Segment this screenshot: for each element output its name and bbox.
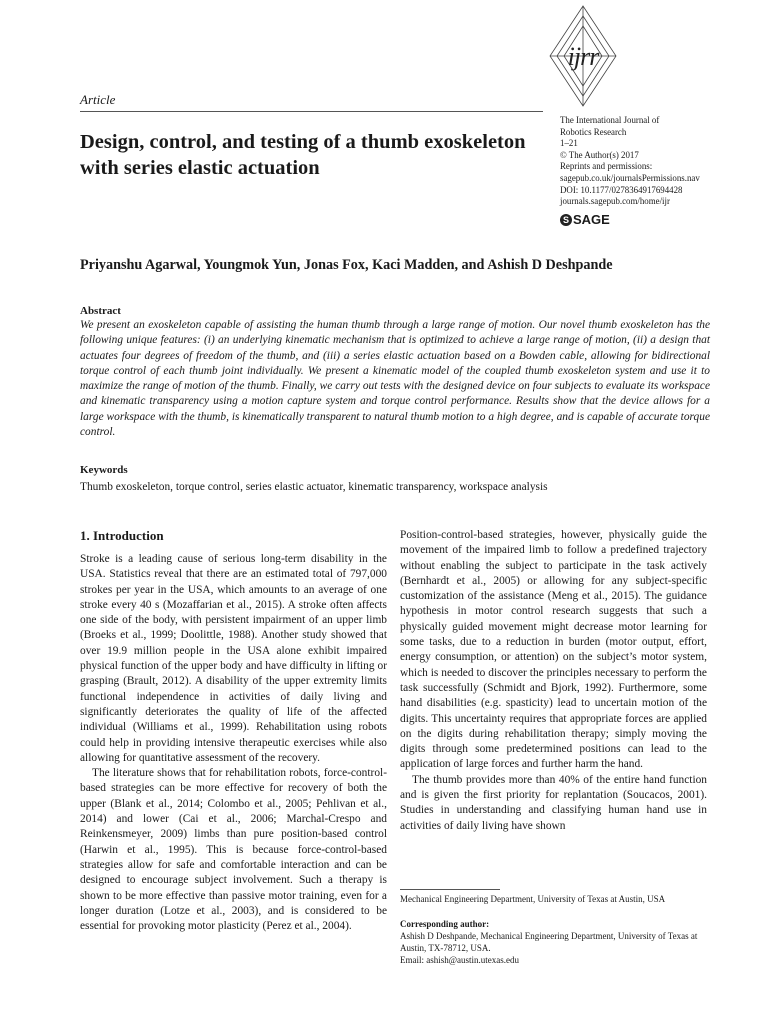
journal-logo [548, 4, 618, 108]
journal-info-line: Robotics Research [560, 126, 627, 137]
corresponding-author [400, 918, 710, 966]
corresponding-email: Email: ashish@austin.utexas.edu [400, 955, 520, 965]
logo-text: ijrr [567, 42, 599, 71]
article-label: Article [80, 92, 116, 107]
body-paragraph: The thumb provides more than 40% of the entire hand function and is given the first priority for replantation (Soucacos, 2001). Studies in understanding and classifying human hand use in activities of daily living have shown [400, 773, 707, 832]
journal-info-line: 1–21 [560, 138, 578, 149]
section-heading: 1. Introduction [80, 528, 164, 543]
body-paragraph: The literature shows that for rehabilitation robots, force-control-based strategies can be more effective for recovery of both the upper (Blank et al., 2014; Colombo et al., 2005; Pehlivan et al., 2014) and lower (Cai et al., 2006; Marchal-Crespo and Reinkensmeyer, 2009) limbs than pure position-based control (Harwin et al., 1995). This is because force-control-based strategies allow for safe and comfortable interaction and can be designed to encourage subject involvement. Such a therapy is shown to be more effective than passive motor training, even for a longer duration (Lotze et al., 2003), and is considered to be essential for provoking motor plasticity (Perez et al., 2004). [80, 767, 387, 933]
corresponding-details: Ashish D Deshpande, Mechanical Engineering Department, University of Texas at Austin, TX-78712, USA. [400, 931, 698, 953]
body-paragraph: Stroke is a leading cause of serious long-term disability in the USA. Statistics reveal that there are an estimated total of 797,000 strokes per year in the USA, which amounts to an average of one stroke every 40 s (Mozaffarian et al., 2015). A stroke often affects one side of the body, with persistent impairment of an upper limb (Broeks et al., 1999; Doolittle, 1988). Another study showed that over 19.9 million people in the USA alone exhibit impaired physical function of the upper body and have difficulty in lifting or grasping (Brault, 2012). A disability of the upper extremity limits functional independence in activities of daily living and significantly deteriorates the quality of life of the affected individual (Williams et al., 1999). Rehabilitation using robots could help in providing intensive therapeutic exercises while also allowing for quantitative assessment of the recovery. [80, 553, 387, 764]
journal-info [560, 115, 720, 208]
journal-info-line: Reprints and permissions: [560, 161, 653, 172]
journal-info-line: journals.sagepub.com/home/ijr [560, 196, 670, 207]
journal-info-line: © The Author(s) 2017 [560, 149, 639, 160]
publisher-logo [560, 212, 610, 227]
right-column [400, 528, 707, 834]
footnote-rule [400, 889, 500, 890]
abstract-heading: Abstract [80, 305, 121, 317]
journal-info-line: sagepub.co.uk/journalsPermissions.nav [560, 172, 700, 183]
sage-logo-icon: S [560, 214, 572, 226]
author-list: Priyanshu Agarwal, Youngmok Yun, Jonas Fox, Kaci Madden, and Ashish D Deshpande [80, 257, 613, 273]
body-paragraph: Position-control-based strategies, however, physically guide the movement of the impaired limb to follow a predefined trajectory without enabling the subject to participate in the task actively (Bernhardt et al., 2005) or allowing for any subject-specific customization of the assistance (Meng et al., 2015). The guidance hypothesis in motor control research suggests that such a physically guided movement might decrease motor learning for some tasks, due to a reduction in burden (motor output, effort, energy consumption, or attention) on the subject’s motor system, which is needed to discover the principles necessary to perform the task successfully (Schmidt and Bjork, 1992). Furthermore, some hand disabilities (e.g. spasticity) lead to uncertain motion of the digits. This uncertainty requires that appropriate forces are applied on the digits during rehabilitation therapy; simply moving the digits through some predetermined positions can lead to the application of large forces and further harm the hand. [400, 529, 707, 771]
affiliation: Mechanical Engineering Department, University of Texas at Austin, USA [400, 894, 666, 904]
journal-info-line: The International Journal of [560, 115, 660, 125]
paper-title: Design, control, and testing of a thumb exoskeleton with series elastic actuation [80, 131, 526, 179]
left-column [80, 528, 387, 934]
journal-info-line: DOI: 10.1177/0278364917694428 [560, 184, 683, 195]
keywords-heading: Keywords [80, 464, 128, 476]
corresponding-heading: Corresponding author: [400, 919, 490, 929]
abstract-text: We present an exoskeleton capable of assisting the human thumb through a large range of motion. Our novel thumb exoskeleton has the following unique features: (i) an underlying kinematic mechanism that is optimized to achieve a large range of motion, (ii) a design that actuates four degrees of freedom of the thumb, and (iii) a series elastic actuation based on a Bowden cable, allowing for bidirectional torque control of each thumb joint individually. We present a kinematic model of the coupled thumb exoskeleton system and use it to maximize the range of motion of the thumb. Finally, we carry out tests with the designed device on four subjects to evaluate its workspace and kinematic transparency using a motion capture system and torque control performance. Results show that the device allows for a large workspace with the thumb, is kinematically transparent to natural thumb motion to a high degree, and is capable of accurate torque control. [80, 319, 710, 439]
header-rule [80, 111, 543, 112]
keywords-text: Thumb exoskeleton, torque control, series elastic actuator, kinematic transparency, workspace analysis [80, 481, 548, 493]
publisher-name: SAGE [573, 212, 610, 227]
